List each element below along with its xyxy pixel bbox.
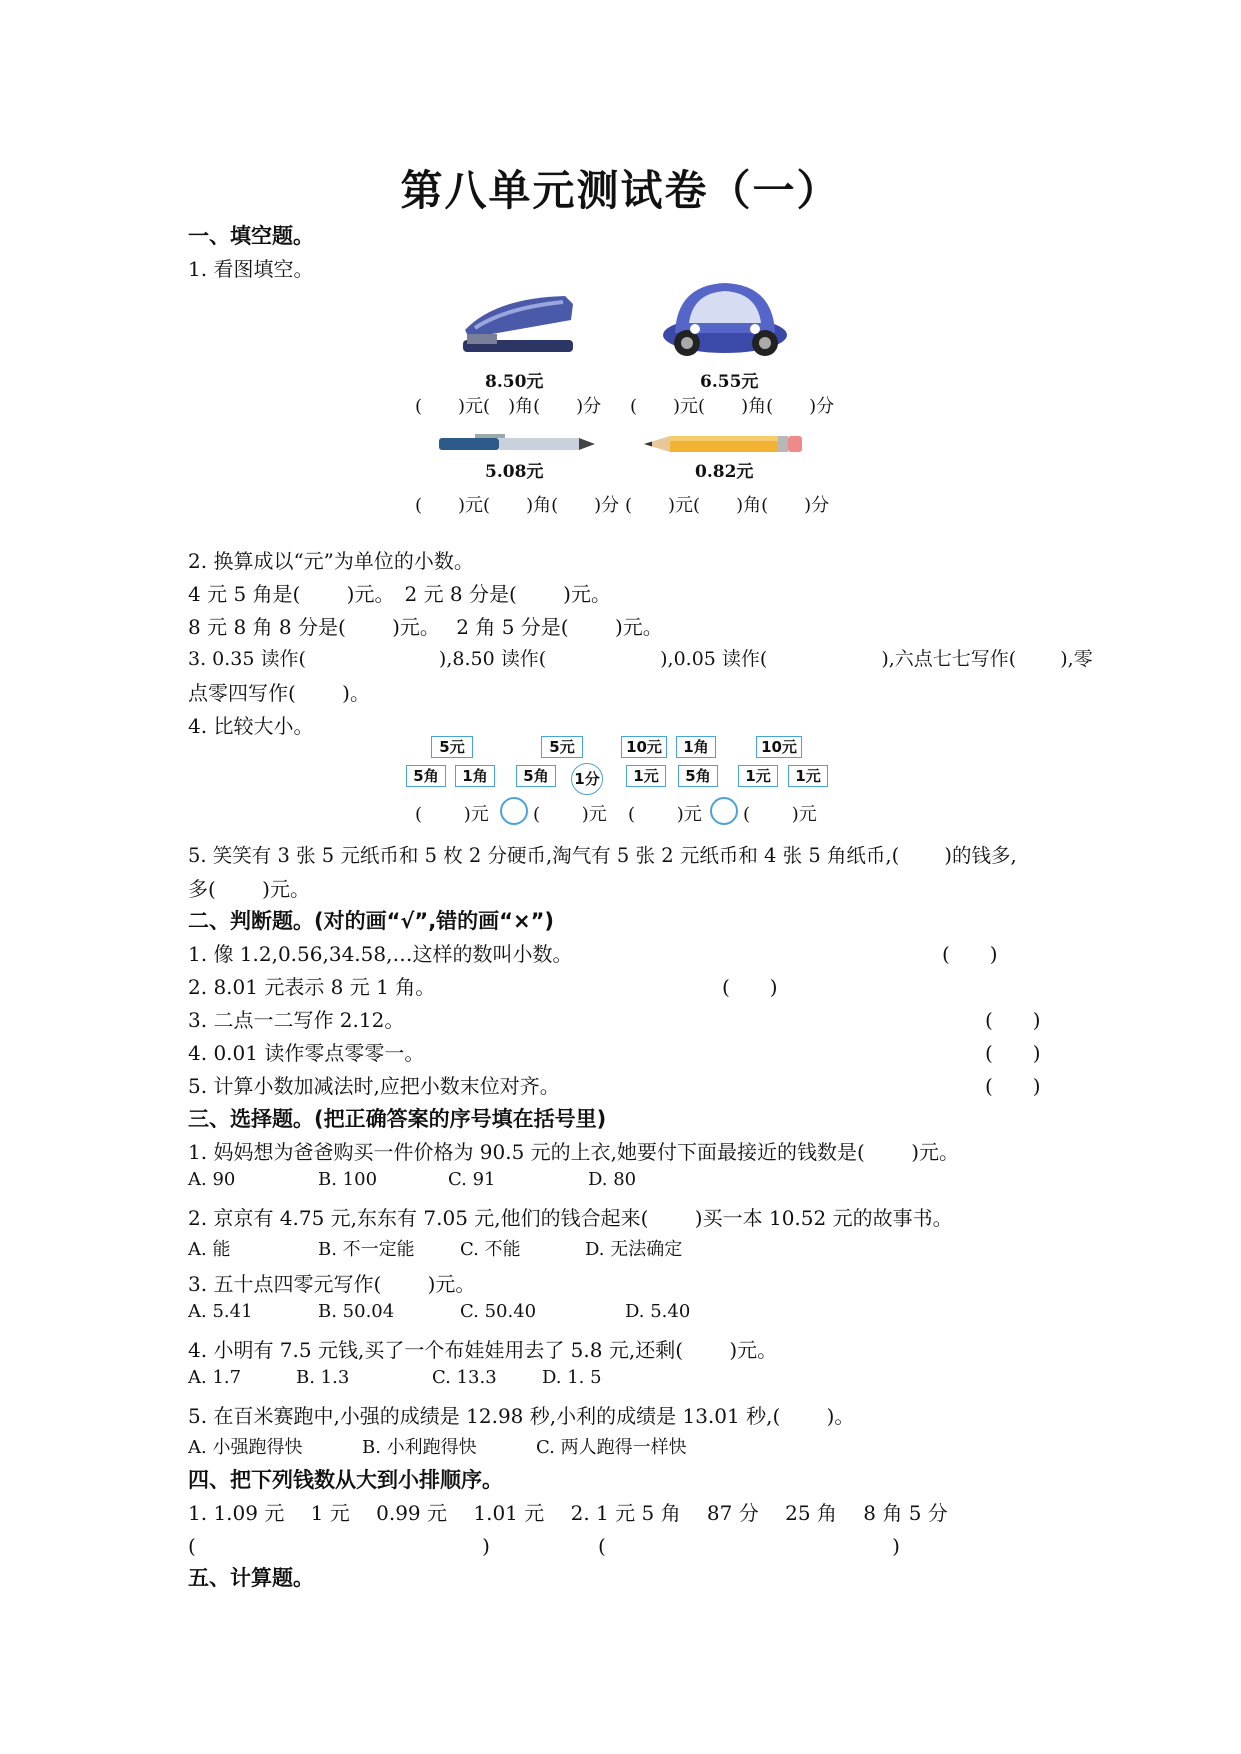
judge-1-paren: ( ): [942, 942, 998, 966]
choice-1-option-c: C. 91: [448, 1169, 496, 1190]
choice-3-option-a: A. 5.41: [188, 1301, 253, 1322]
compare-blank-1: ( )元: [415, 804, 489, 825]
q1-2-line2: 8 元 8 角 8 分是( )元。 2 角 5 分是( )元。: [188, 615, 663, 639]
order-answer-1: ( ): [188, 1534, 490, 1558]
choice-4-option-a: A. 1.7: [188, 1367, 242, 1388]
order-items: 1. 1.09 元 1 元 0.99 元 1.01 元 2. 1 元 5 角 87 分 25 角 8 角 5 分: [188, 1501, 948, 1525]
choice-4-option-b: B. 1.3: [296, 1367, 350, 1388]
choice-4-text: 4. 小明有 7.5 元钱,买了一个布娃娃用去了 5.8 元,还剩( )元。: [188, 1338, 778, 1362]
judge-3: 3. 二点一二写作 2.12。: [188, 1008, 405, 1032]
judge-2: 2. 8.01 元表示 8 元 1 角。: [188, 975, 436, 999]
money-1jiao: 1角: [455, 765, 495, 787]
q1-4-text: 4. 比较大小。: [188, 714, 314, 738]
choice-3-option-d: D. 5.40: [625, 1301, 691, 1322]
choice-2-text: 2. 京京有 4.75 元,东东有 7.05 元,他们的钱合起来( )买一本 10.52 元的故事书。: [188, 1206, 953, 1230]
money-1fen-coin: 1分: [571, 763, 603, 795]
q1-5-line2: 多( )元。: [188, 877, 310, 901]
section-1-heading: 一、填空题。: [188, 224, 314, 248]
money-1yuan: 1元: [626, 765, 666, 787]
choice-4-option-c: C. 13.3: [432, 1367, 497, 1388]
choice-1-option-a: A. 90: [188, 1169, 236, 1190]
q1-2-text: 2. 换算成以“元”为单位的小数。: [188, 549, 474, 573]
money-10yuan: 10元: [621, 736, 667, 758]
section-4-heading: 四、把下列钱数从大到小排顺序。: [188, 1468, 503, 1492]
money-5jiao: 5角: [406, 765, 446, 787]
q1-3-line1: 3. 0.35 读作( ),8.50 读作( ),0.05 读作( ),六点七七写作( ),零: [188, 648, 1093, 670]
q1-2-line1: 4 元 5 角是( )元。 2 元 8 分是( )元。: [188, 582, 611, 606]
compare-blank-4: ( )元: [743, 804, 817, 825]
q1-3-line2: 点零四写作( )。: [188, 681, 370, 705]
compare-blank-2: ( )元: [533, 804, 607, 825]
choice-5-option-a: A. 小强跑得快: [188, 1437, 303, 1458]
choice-3-option-b: B. 50.04: [318, 1301, 395, 1322]
choice-3-text: 3. 五十点四零元写作( )元。: [188, 1272, 476, 1296]
choice-2-option-d: D. 无法确定: [585, 1239, 683, 1260]
choice-2-option-c: C. 不能: [460, 1239, 521, 1260]
money-5jiao: 5角: [516, 765, 556, 787]
choice-1-text: 1. 妈妈想为爸爸购买一件价格为 90.5 元的上衣,她要付下面最接近的钱数是( )元。: [188, 1140, 960, 1164]
choice-2-option-b: B. 不一定能: [318, 1239, 415, 1260]
choice-1-option-d: D. 80: [588, 1169, 637, 1190]
judge-5-paren: ( ): [985, 1074, 1041, 1098]
money-1yuan: 1元: [788, 765, 828, 787]
section-3-heading: 三、选择题。(把正确答案的序号填在括号里): [188, 1107, 607, 1131]
q1-1-text: 1. 看图填空。: [188, 257, 314, 281]
choice-4-option-d: D. 1. 5: [542, 1367, 602, 1388]
order-answer-2: ( ): [598, 1534, 900, 1558]
pencil-image: [640, 432, 805, 456]
choice-2-option-a: A. 能: [188, 1239, 231, 1260]
judge-4: 4. 0.01 读作零点零零一。: [188, 1041, 425, 1065]
pen-price: 5.08元: [485, 462, 544, 482]
choice-3-option-c: C. 50.40: [460, 1301, 537, 1322]
toy-car-blanks: ( )元( )角( )分: [630, 396, 835, 417]
money-5yuan: 5元: [541, 736, 583, 758]
section-2-heading: 二、判断题。(对的画“√”,错的画“×”): [188, 909, 554, 933]
money-1jiao: 1角: [676, 736, 716, 758]
compare-circle-1: [500, 797, 528, 825]
judge-4-paren: ( ): [985, 1041, 1041, 1065]
toy-car-image: [655, 275, 795, 360]
stapler-image: [455, 290, 580, 360]
choice-5-option-c: C. 两人跑得一样快: [536, 1437, 687, 1458]
stapler-price: 8.50元: [485, 372, 544, 392]
toy-car-price: 6.55元: [700, 372, 759, 392]
money-5jiao: 5角: [678, 765, 718, 787]
q1-5-line1: 5. 笑笑有 3 张 5 元纸币和 5 枚 2 分硬币,淘气有 5 张 2 元纸币和 4 张 5 角纸币,( )的钱多,: [188, 844, 1017, 867]
money-5yuan: 5元: [431, 736, 473, 758]
section-5-heading: 五、计算题。: [188, 1566, 314, 1590]
judge-5: 5. 计算小数加减法时,应把小数末位对齐。: [188, 1074, 560, 1098]
choice-1-option-b: B. 100: [318, 1169, 378, 1190]
pen-blanks: ( )元( )角( )分: [415, 495, 620, 516]
stapler-blanks: ( )元( )角( )分: [415, 396, 602, 417]
money-1yuan: 1元: [738, 765, 778, 787]
pencil-blanks: ( )元( )角( )分: [625, 495, 830, 516]
choice-5-option-b: B. 小利跑得快: [362, 1437, 477, 1458]
judge-3-paren: ( ): [985, 1008, 1041, 1032]
pen-image: [435, 432, 600, 456]
compare-circle-2: [710, 797, 738, 825]
pencil-price: 0.82元: [695, 462, 754, 482]
judge-2-paren: ( ): [722, 975, 778, 999]
choice-5-text: 5. 在百米赛跑中,小强的成绩是 12.98 秒,小利的成绩是 13.01 秒,( )。: [188, 1404, 855, 1428]
page-title: 第八单元测试卷（一）: [400, 166, 841, 215]
money-10yuan: 10元: [756, 736, 802, 758]
judge-1: 1. 像 1.2,0.56,34.58,…这样的数叫小数。: [188, 942, 573, 966]
compare-blank-3: ( )元: [628, 804, 702, 825]
